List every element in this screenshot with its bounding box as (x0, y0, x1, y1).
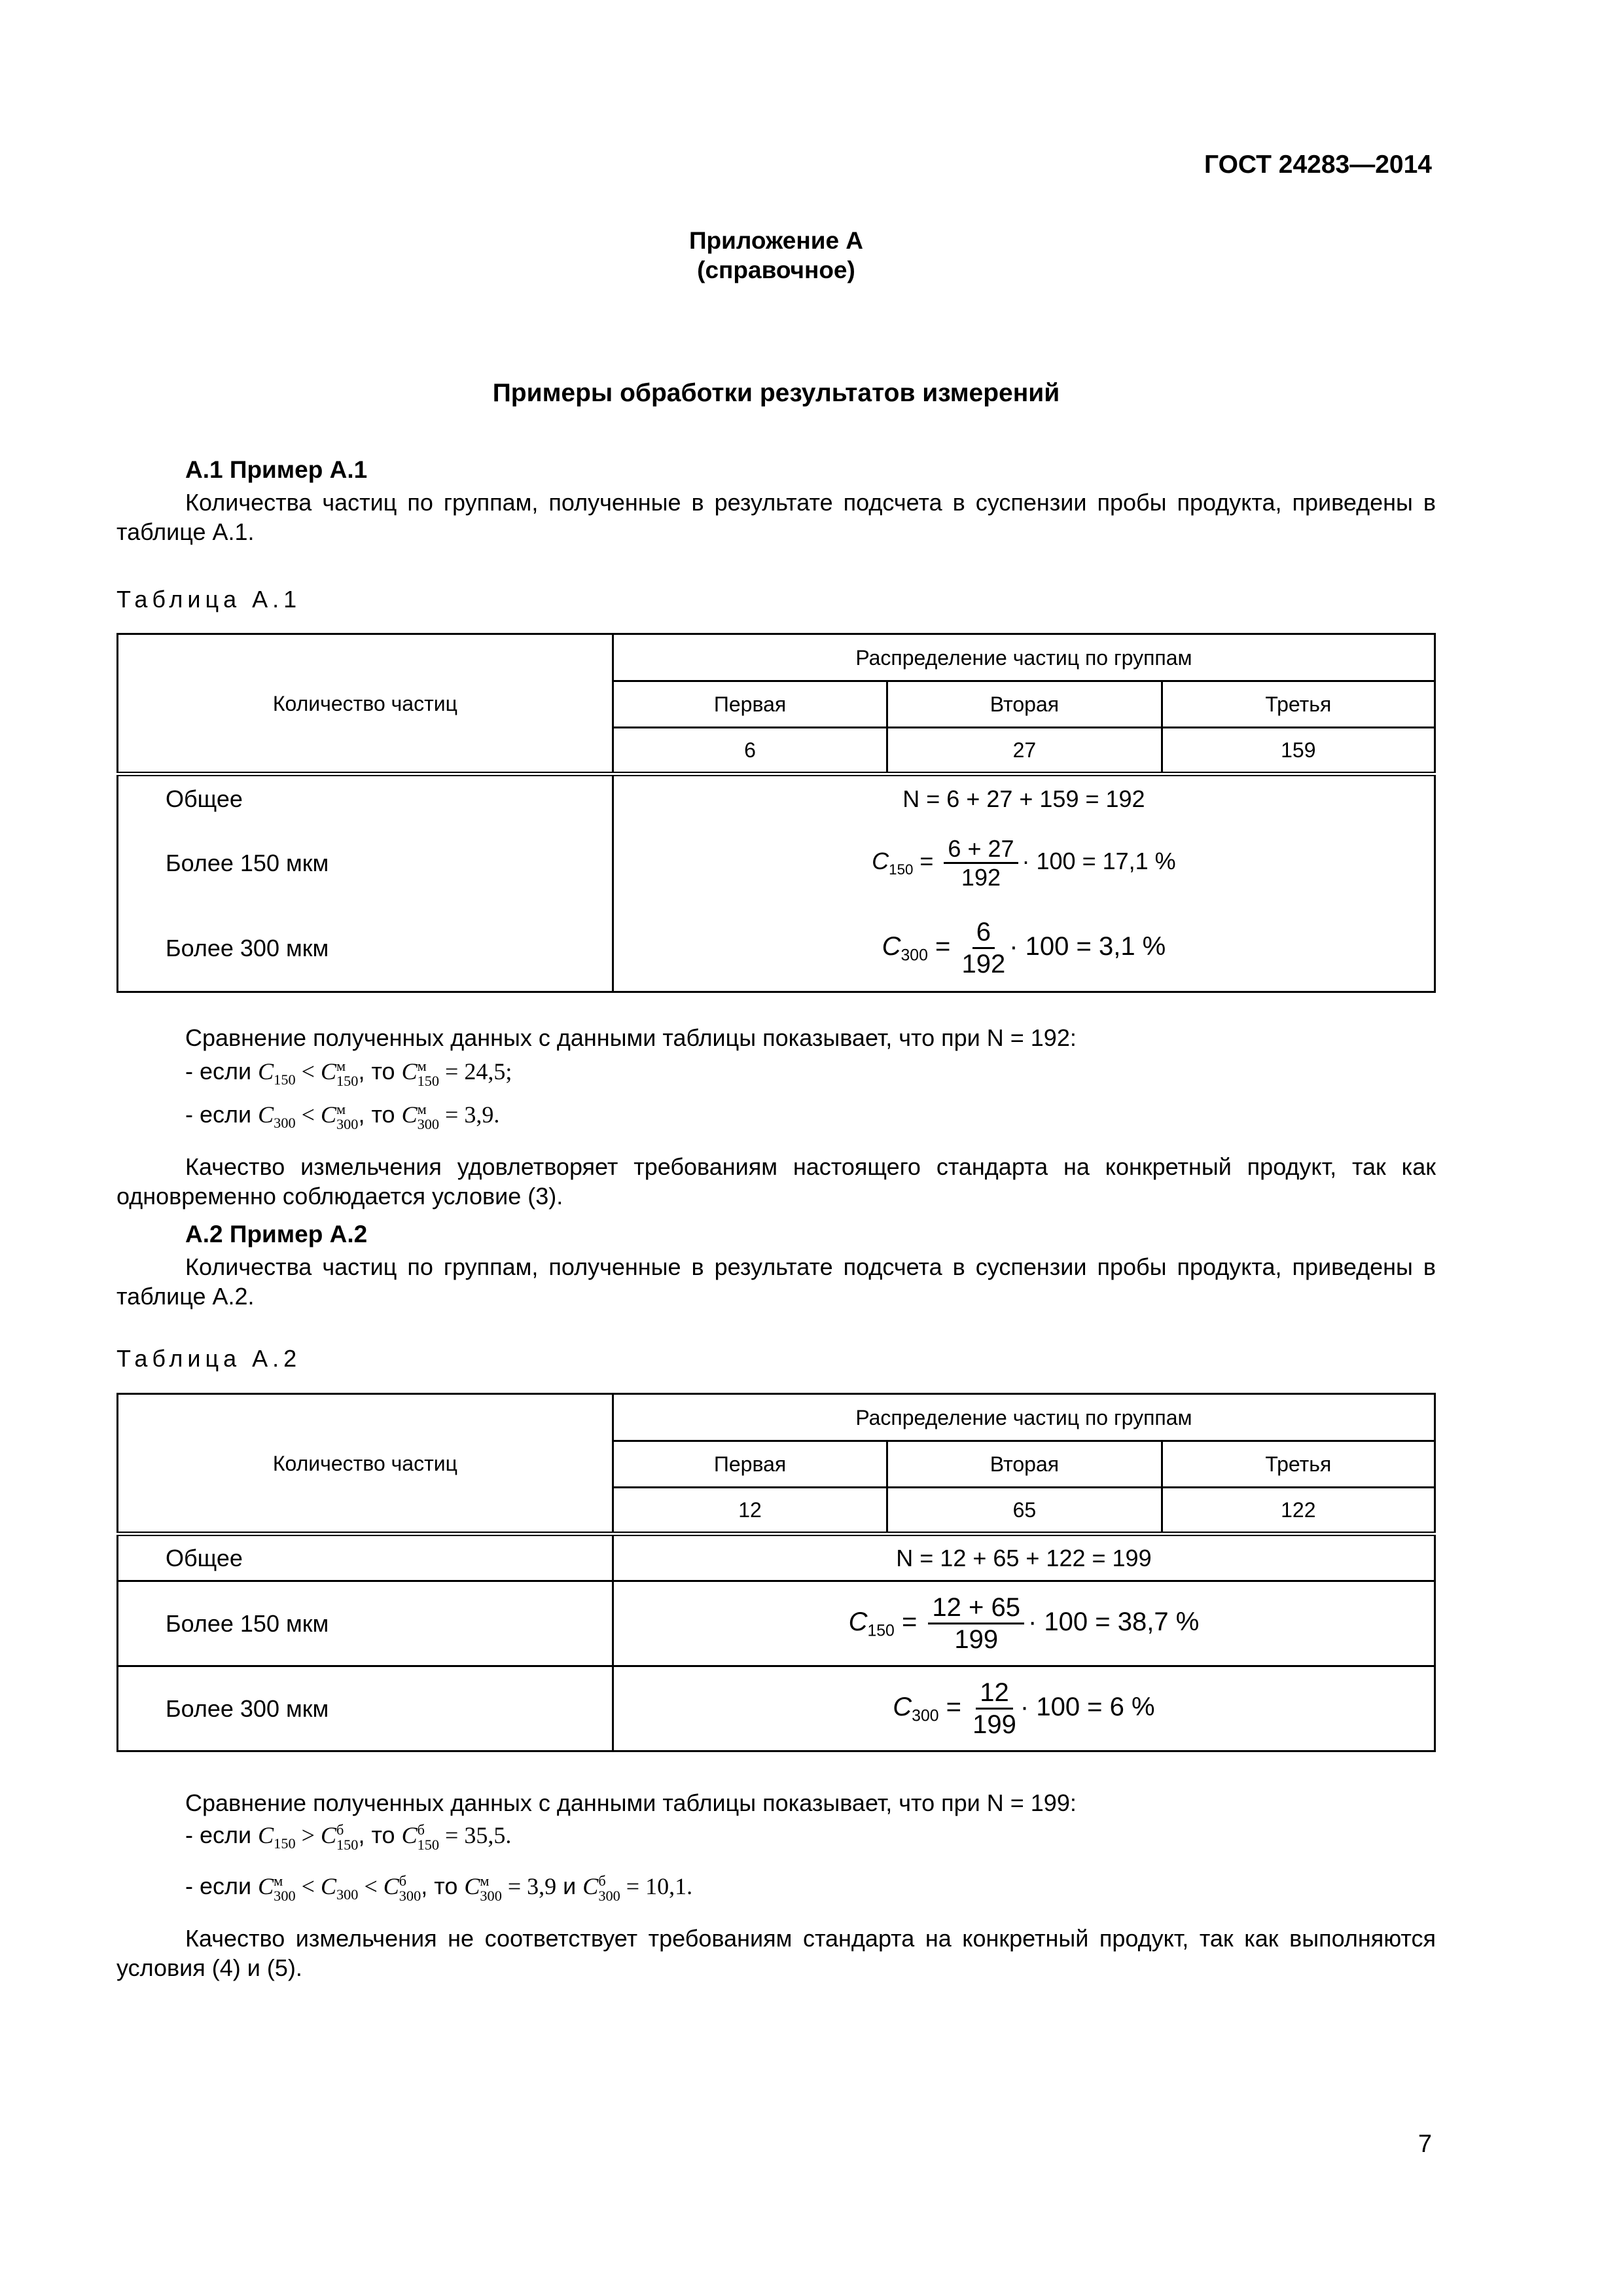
table-a2 (116, 1393, 1436, 1752)
group-second: Вторая (887, 681, 1162, 728)
section-a2-paragraph: Количества частиц по группам, полученные в результате подсчета в суспензии пробы продукта, приведены в таблице А.2. (116, 1253, 1436, 1310)
cond-then: , то (358, 1100, 395, 1128)
comparison-text: Сравнение полученных данных с данными таблицы показывает, что при N = 199: (185, 1789, 1077, 1816)
cond-var: C (258, 1101, 274, 1128)
cond-sub: 300 (336, 1886, 359, 1903)
group-header: Распределение частиц по группам (613, 1394, 1435, 1441)
cond-and: и (563, 1872, 577, 1899)
cond-var: C (320, 1822, 336, 1848)
cond-sub: 300 (336, 1115, 359, 1132)
condition-2 (116, 1871, 1436, 1909)
c300-formula: $C_{300}$ = $\frac{6}{192}$ · 100 = 3,1 % (613, 905, 1435, 992)
cond-sub: 300 (480, 1887, 502, 1904)
cond-sub: 300 (417, 1115, 440, 1132)
cond-sup: м (336, 1101, 346, 1118)
c300-symbol: C (893, 1693, 912, 1722)
group-first: Первая (613, 681, 887, 728)
condition-1 (116, 1820, 1436, 1858)
c150-subscript: 150 (867, 1622, 895, 1640)
count-third: 122 (1162, 1488, 1435, 1534)
cond-sup: м (417, 1058, 427, 1075)
count-third: 159 (1162, 728, 1435, 774)
c300-denominator: 199 (972, 1710, 1016, 1739)
group-second: Вторая (887, 1441, 1162, 1488)
group-first: Первая (613, 1441, 887, 1488)
c300-result: · 100 = 3,1 % (1009, 931, 1166, 961)
cond-var: C (320, 1101, 336, 1128)
row-300-label: Более 300 мкм (118, 905, 613, 992)
cond-sup: м (274, 1873, 283, 1890)
cond-var: C (320, 1873, 336, 1899)
col-label: Количество частиц (118, 634, 613, 774)
count-first: 12 (613, 1488, 887, 1534)
row-150-label: Более 150 мкм (118, 821, 613, 905)
cond-value: = 24,5; (445, 1058, 512, 1085)
c300-denominator: 192 (961, 949, 1006, 978)
section-a2-heading: А.2 Пример А.2 (185, 1221, 368, 1247)
count-second: 27 (887, 728, 1162, 774)
c300-numerator: 6 (972, 917, 995, 949)
c300-numerator: 12 (976, 1677, 1013, 1710)
c300-subscript: 300 (901, 946, 928, 965)
section-a2-comparison (116, 1788, 1436, 1982)
cond-var: C (258, 1873, 274, 1899)
cond-then: , то (358, 1058, 395, 1085)
section-a2-intro (116, 1219, 1436, 1311)
c150-symbol: C (872, 848, 889, 875)
section-a1-comparison (116, 1023, 1436, 1211)
cond-op: > (301, 1822, 315, 1848)
cond-var: C (258, 1058, 274, 1085)
col-label: Количество частиц (118, 1394, 613, 1534)
c150-formula: $C_{150}$ = $\frac{6 + 27}{192}$ · 100 = 17,1 % (613, 821, 1435, 905)
c150-symbol: C (848, 1607, 868, 1637)
total-formula: N = 6 + 27 + 159 = 192 (613, 774, 1435, 821)
cond-var: C (401, 1822, 418, 1848)
document-code: ГОСТ 24283—2014 (1204, 151, 1432, 179)
cond-var: C (401, 1058, 418, 1085)
cond-sub: 300 (274, 1114, 296, 1131)
row-300-label: Более 300 мкм (118, 1666, 613, 1751)
cond-var: C (383, 1873, 399, 1899)
c300-subscript: 300 (912, 1707, 939, 1725)
c150-numerator: 6 + 27 (944, 835, 1018, 864)
cond-sub: 150 (336, 1072, 359, 1089)
c300-formula: $C_{300}$ = $\frac{12}{199}$ · 100 = 6 % (613, 1666, 1435, 1751)
cond-value: = 35,5. (445, 1822, 512, 1848)
table-a1-caption: Таблица А.1 (116, 586, 302, 613)
cond-var: C (320, 1058, 336, 1085)
c300-symbol: C (882, 931, 901, 961)
cond-sub: 150 (336, 1836, 359, 1853)
cond-value: = 3,9. (445, 1101, 500, 1128)
cond-op: < (301, 1873, 315, 1899)
count-second: 65 (887, 1488, 1162, 1534)
appendix-subtitle: (справочное) (697, 257, 855, 284)
appendix-heading (0, 226, 1552, 285)
cond-prefix: - если (185, 1058, 252, 1085)
cond-prefix: - если (185, 1872, 252, 1899)
section-a1-intro (116, 455, 1436, 547)
c150-result: · 100 = 17,1 % (1022, 848, 1176, 875)
cond-prefix: - если (185, 1821, 252, 1848)
table-a2-caption: Таблица А.2 (116, 1345, 302, 1372)
cond-sup: м (336, 1058, 346, 1075)
cond-prefix: - если (185, 1100, 252, 1128)
condition-2 (116, 1100, 1436, 1138)
cond-sub: 300 (399, 1887, 421, 1904)
page-title: Примеры обработки результатов измерений (492, 379, 1060, 407)
section-a2-conclusion: Качество измельчения не соответствует требованиям стандарта на конкретный продукт, так как выполняются условия (4) и (5). (116, 1924, 1436, 1981)
cond-op: < (301, 1101, 315, 1128)
cond-sup: б (336, 1821, 344, 1839)
cond-op: < (301, 1058, 315, 1085)
cond-sub: 300 (598, 1887, 620, 1904)
cond-sub: 150 (274, 1071, 296, 1088)
row-total-label: Общее (118, 1534, 613, 1581)
cond-then: , то (421, 1872, 458, 1899)
cond-var: C (464, 1873, 480, 1899)
cond-op: < (364, 1873, 378, 1899)
c150-formula: $C_{150}$ = $\frac{12 + 65}{199}$ · 100 = 38,7 % (613, 1581, 1435, 1666)
cond-sub: 150 (417, 1836, 440, 1853)
section-a1-conclusion: Качество измельчения удовлетворяет требованиям настоящего стандарта на конкретный продукт, так как одновременно соблюдается условие (3). (116, 1153, 1436, 1210)
row-total-label: Общее (118, 774, 613, 821)
group-header: Распределение частиц по группам (613, 634, 1435, 681)
cond-sup: б (417, 1821, 425, 1839)
c150-denominator: 199 (954, 1625, 999, 1654)
row-150-label: Более 150 мкм (118, 1581, 613, 1666)
section-a1-paragraph: Количества частиц по группам, полученные в результате подсчета в суспензии пробы продукта, приведены в таблице А.1. (116, 489, 1436, 546)
condition-1 (116, 1056, 1436, 1094)
count-first: 6 (613, 728, 887, 774)
table-a1 (116, 633, 1436, 993)
cond-var: C (258, 1822, 274, 1848)
cond-sup: м (480, 1873, 490, 1890)
c150-denominator: 192 (961, 864, 1001, 891)
c150-subscript: 150 (889, 861, 914, 878)
cond-var: C (582, 1873, 599, 1899)
cond-value: = 10,1. (626, 1873, 693, 1899)
cond-var: C (401, 1101, 418, 1128)
cond-sub: 150 (274, 1835, 296, 1852)
group-third: Третья (1162, 1441, 1435, 1488)
comparison-text: Сравнение полученных данных с данными таблицы показывает, что при N = 192: (185, 1024, 1077, 1051)
cond-sup: б (399, 1873, 407, 1890)
cond-sub: 300 (274, 1887, 296, 1904)
cond-then: , то (358, 1821, 395, 1848)
group-third: Третья (1162, 681, 1435, 728)
cond-sup: м (417, 1101, 427, 1118)
c150-result: · 100 = 38,7 % (1028, 1607, 1200, 1637)
appendix-title: Приложение А (688, 227, 864, 254)
section-a1-heading: А.1 Пример А.1 (185, 456, 368, 483)
cond-sup: б (598, 1873, 606, 1890)
c300-result: · 100 = 6 % (1020, 1693, 1155, 1722)
cond-value: = 3,9 (507, 1873, 557, 1899)
page-number: 7 (1418, 2130, 1432, 2158)
c150-numerator: 12 + 65 (928, 1592, 1024, 1624)
total-formula: N = 12 + 65 + 122 = 199 (613, 1534, 1435, 1581)
cond-sub: 150 (417, 1072, 440, 1089)
